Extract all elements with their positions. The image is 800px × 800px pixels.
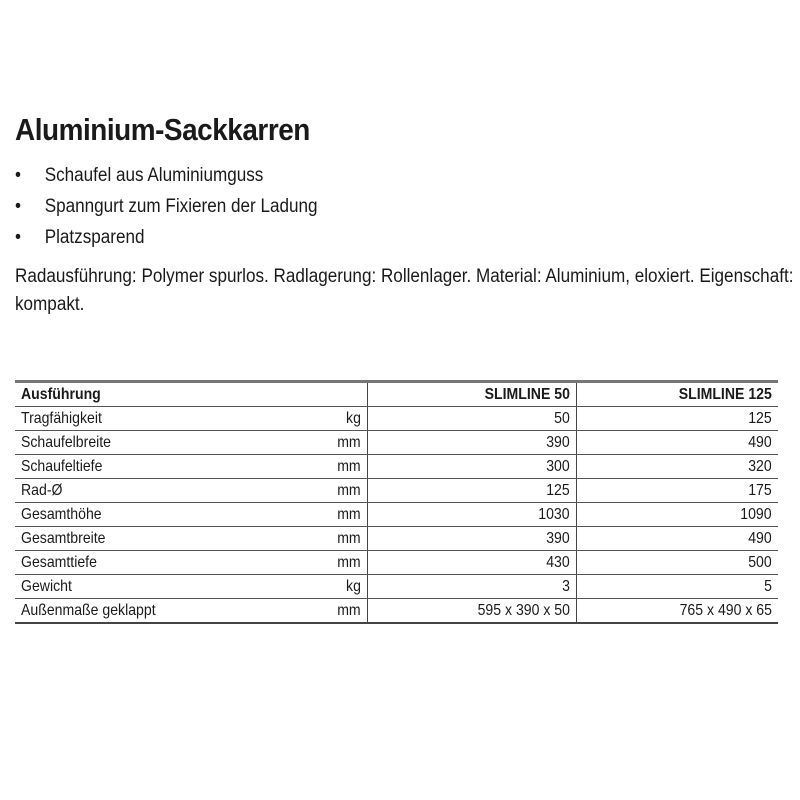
value-slimline-125: 5 [764,577,772,595]
table-row [15,455,778,479]
table-row [15,599,778,624]
table-row [15,431,778,455]
value-slimline-50: 125 [546,481,570,499]
row-unit: mm [337,433,361,451]
value-slimline-50: 300 [546,457,570,475]
value-slimline-50: 390 [546,433,570,451]
row-label: Gewicht [21,577,72,595]
row-label: Gesamttiefe [21,553,97,571]
value-slimline-125: 490 [748,529,772,547]
value-slimline-125: 1090 [740,505,772,523]
header-label: Ausführung [21,385,101,403]
row-unit: mm [337,553,361,571]
value-slimline-50: 390 [546,529,570,547]
spec-table [15,380,778,624]
row-label: Gesamthöhe [21,505,102,523]
feature-list [15,160,351,253]
row-label: Gesamtbreite [21,529,106,547]
row-unit: mm [337,481,361,499]
header-slimline-125: SLIMLINE 125 [678,385,772,403]
row-label: Schaufelbreite [21,433,112,451]
bullet-icon: • [15,196,21,217]
value-slimline-125: 500 [748,553,772,571]
value-slimline-50: 3 [562,577,570,595]
value-slimline-50: 430 [546,553,570,571]
table-row [15,503,778,527]
row-unit: kg [346,577,361,595]
bullet-icon: • [15,227,21,248]
row-unit: mm [337,529,361,547]
value-slimline-125: 765 x 490 x 65 [679,601,772,619]
feature-item [15,222,318,253]
table-row [15,527,778,551]
feature-item [15,191,318,222]
value-slimline-50: 595 x 390 x 50 [477,601,570,619]
value-slimline-125: 320 [748,457,772,475]
row-unit: kg [346,409,361,427]
product-description: Radausführung: Polymer spurlos. Radlagerung: Rollenlager. Material: Aluminium, eloxiert. Eigenschaft: kompakt. [15,266,794,315]
row-label: Rad-Ø [21,481,63,499]
row-label: Tragfähigkeit [21,409,102,427]
page-title: Aluminium-Sackkarren [15,112,310,147]
value-slimline-125: 490 [748,433,772,451]
bullet-icon: • [15,165,21,186]
table-row [15,551,778,575]
row-label: Außenmaße geklappt [21,601,156,619]
value-slimline-125: 125 [748,409,772,427]
row-unit: mm [337,601,361,619]
table-header-row [15,382,778,407]
header-slimline-50: SLIMLINE 50 [484,385,570,403]
value-slimline-50: 50 [554,409,570,427]
feature-text: Platzsparend [44,227,145,248]
row-unit: mm [337,505,361,523]
table-row [15,479,778,503]
row-unit: mm [337,457,361,475]
value-slimline-125: 175 [748,481,772,499]
feature-item [15,160,318,191]
feature-text: Spanngurt zum Fixieren der Ladung [44,196,318,217]
table-row [15,407,778,431]
feature-text: Schaufel aus Aluminiumguss [44,165,264,186]
value-slimline-50: 1030 [538,505,570,523]
header-unit [227,382,368,407]
row-label: Schaufeltiefe [21,457,103,475]
table-row [15,575,778,599]
